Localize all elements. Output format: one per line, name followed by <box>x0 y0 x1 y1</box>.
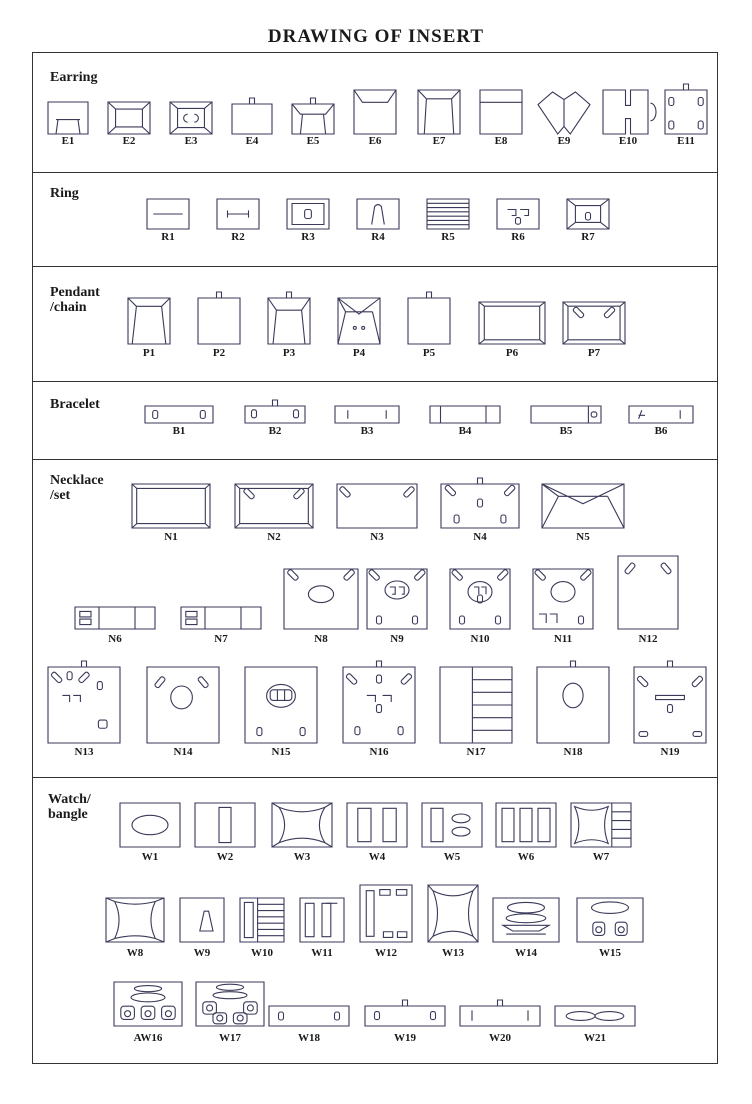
insert-label: P7 <box>587 347 601 359</box>
insert-drawing-r5 <box>427 199 469 229</box>
insert-shape-n5 <box>542 484 624 528</box>
insert-drawing-e2 <box>108 102 150 134</box>
insert-shape-b3 <box>335 406 399 423</box>
insert-shape-r5 <box>427 199 469 229</box>
insert-drawing-n12 <box>618 556 678 629</box>
insert-label: E5 <box>306 135 320 147</box>
insert-label: B5 <box>559 425 573 437</box>
insert-drawing-e8 <box>480 90 522 134</box>
insert-drawing-b6 <box>629 406 693 423</box>
insert-shape-n8 <box>284 569 358 629</box>
insert-drawing-w14 <box>493 898 559 942</box>
insert-shape-r3 <box>287 199 329 229</box>
insert-label: W2 <box>216 851 234 863</box>
insert-drawing-w3 <box>272 803 332 847</box>
insert-label: N2 <box>267 531 281 543</box>
insert-drawing-w13 <box>428 885 478 942</box>
insert-shape-w17 <box>196 982 264 1026</box>
insert-shape-p2 <box>198 292 240 344</box>
insert-label: N17 <box>466 746 486 758</box>
insert-label: N18 <box>563 746 583 758</box>
insert-label: R5 <box>441 231 455 243</box>
insert-shape-e11 <box>665 84 707 134</box>
insert-drawing-w12 <box>360 885 412 942</box>
category-bangle: bangle <box>48 807 88 822</box>
insert-drawing-b2 <box>245 400 305 423</box>
insert-shape-p7 <box>563 302 625 344</box>
insert-label: N9 <box>390 633 404 645</box>
insert-drawing-w17 <box>196 982 264 1026</box>
insert-drawing-n11 <box>533 569 593 629</box>
insert-label: E4 <box>245 135 259 147</box>
insert-label: P2 <box>212 347 226 359</box>
insert-shape-n6 <box>75 607 155 629</box>
insert-drawing-w10 <box>240 898 284 942</box>
insert-label: W12 <box>375 947 397 959</box>
insert-shape-n3 <box>337 484 417 528</box>
insert-drawing-b3 <box>335 406 399 423</box>
insert-label: N1 <box>164 531 178 543</box>
insert-label: W10 <box>251 947 273 959</box>
insert-label: P6 <box>505 347 519 359</box>
insert-label: B1 <box>172 425 186 437</box>
insert-drawing-n17 <box>440 667 512 743</box>
insert-shape-n10 <box>450 569 510 629</box>
insert-label: W4 <box>368 851 386 863</box>
insert-shape-b5 <box>531 406 601 423</box>
insert-drawing-r4 <box>357 199 399 229</box>
insert-shape-p3 <box>268 292 310 344</box>
category-bracelet: Bracelet <box>50 397 100 412</box>
insert-shape-e2 <box>108 102 150 134</box>
insert-shape-e5 <box>292 98 334 134</box>
insert-drawing-r2 <box>217 199 259 229</box>
insert-drawing-r6 <box>497 199 539 229</box>
category-watch: Watch/ <box>48 792 91 807</box>
insert-drawing-r3 <box>287 199 329 229</box>
category-necklace: Necklace <box>50 473 104 488</box>
insert-label: N12 <box>638 633 658 645</box>
insert-label: W11 <box>311 947 333 959</box>
insert-drawing-e5 <box>292 98 334 134</box>
insert-label: E7 <box>432 135 446 147</box>
divider <box>32 172 718 173</box>
insert-drawing-w9 <box>180 898 224 942</box>
insert-drawing-n4 <box>441 478 519 528</box>
insert-shape-w12 <box>360 885 412 942</box>
insert-drawing-e10 <box>603 90 653 134</box>
insert-label: E8 <box>494 135 508 147</box>
category-ring: Ring <box>50 186 79 201</box>
insert-label: W20 <box>489 1032 511 1044</box>
insert-shape-p5 <box>408 292 450 344</box>
insert-shape-n19 <box>634 661 706 743</box>
insert-label: B4 <box>458 425 472 437</box>
insert-label: N14 <box>173 746 193 758</box>
insert-drawing-p6 <box>479 302 545 344</box>
divider <box>32 459 718 460</box>
insert-drawing-b5 <box>531 406 601 423</box>
insert-label: R1 <box>161 231 175 243</box>
insert-label: E11 <box>677 135 695 147</box>
insert-shape-b1 <box>145 406 213 423</box>
insert-label: E2 <box>122 135 136 147</box>
insert-shape-w19 <box>365 1000 445 1026</box>
insert-shape-aw16 <box>114 982 182 1026</box>
insert-drawing-r1 <box>147 199 189 229</box>
insert-drawing-p4 <box>338 298 380 344</box>
insert-drawing-w21 <box>555 1006 635 1026</box>
insert-shape-w21 <box>555 1006 635 1026</box>
insert-shape-n2 <box>235 484 313 528</box>
insert-shape-w15 <box>577 898 643 942</box>
insert-label: P3 <box>282 347 296 359</box>
insert-drawing-w15 <box>577 898 643 942</box>
insert-shape-r2 <box>217 199 259 229</box>
insert-drawing-w6 <box>496 803 556 847</box>
insert-label: E10 <box>618 135 638 147</box>
divider <box>32 777 718 778</box>
insert-label: R2 <box>231 231 245 243</box>
insert-shape-r6 <box>497 199 539 229</box>
insert-label: N8 <box>314 633 328 645</box>
insert-shape-w20 <box>460 1000 540 1026</box>
insert-label: W8 <box>126 947 144 959</box>
insert-drawing-p3 <box>268 292 310 344</box>
insert-shape-e10 <box>603 90 653 134</box>
insert-drawing-n10 <box>450 569 510 629</box>
insert-shape-w7 <box>571 803 631 847</box>
insert-label: B3 <box>360 425 374 437</box>
insert-shape-n13 <box>48 661 120 743</box>
insert-label: W14 <box>515 947 537 959</box>
insert-label: N7 <box>214 633 228 645</box>
insert-label: N16 <box>369 746 389 758</box>
insert-label: R6 <box>511 231 525 243</box>
insert-label: W5 <box>443 851 461 863</box>
insert-shape-n7 <box>181 607 261 629</box>
page-title: DRAWING OF INSERT <box>267 26 485 47</box>
insert-label: E6 <box>368 135 382 147</box>
insert-drawing-p2 <box>198 292 240 344</box>
insert-shape-r7 <box>567 199 609 229</box>
insert-shape-n15 <box>245 667 317 743</box>
insert-label: E1 <box>61 135 75 147</box>
category-earring: Earring <box>50 70 98 85</box>
insert-shape-n18 <box>537 661 609 743</box>
insert-shape-w3 <box>272 803 332 847</box>
insert-label: N3 <box>370 531 384 543</box>
insert-shape-n4 <box>441 478 519 528</box>
insert-drawing-w11 <box>300 898 344 942</box>
insert-shape-e3 <box>170 102 212 134</box>
insert-label: W13 <box>442 947 464 959</box>
insert-label: N11 <box>553 633 573 645</box>
insert-label: N15 <box>271 746 291 758</box>
insert-drawing-w19 <box>365 1000 445 1026</box>
insert-shape-p6 <box>479 302 545 344</box>
insert-label: W6 <box>517 851 535 863</box>
insert-label: W21 <box>584 1032 606 1044</box>
insert-label: W18 <box>298 1032 320 1044</box>
insert-shape-e4 <box>232 98 272 134</box>
insert-shape-e6 <box>354 90 396 134</box>
insert-drawing-n14 <box>147 667 219 743</box>
insert-label: P1 <box>142 347 156 359</box>
insert-drawing-n13 <box>48 661 120 743</box>
insert-shape-n1 <box>132 484 210 528</box>
insert-shape-e9 <box>538 92 590 134</box>
insert-label: E3 <box>184 135 198 147</box>
insert-drawing-w7 <box>571 803 631 847</box>
insert-drawing-n9 <box>367 569 427 629</box>
insert-drawing-e9 <box>538 92 590 134</box>
insert-shape-p1 <box>128 298 170 344</box>
insert-drawing-e11 <box>665 84 707 134</box>
insert-drawing-aw16 <box>114 982 182 1026</box>
insert-drawing-e1 <box>48 102 88 134</box>
insert-label: AW16 <box>133 1032 163 1044</box>
category-pendant: Pendant <box>50 285 100 300</box>
insert-drawing-n19 <box>634 661 706 743</box>
insert-shape-n16 <box>343 661 415 743</box>
insert-shape-w8 <box>106 898 164 942</box>
insert-shape-w14 <box>493 898 559 942</box>
divider <box>32 266 718 267</box>
insert-drawing-n7 <box>181 607 261 629</box>
insert-shape-n14 <box>147 667 219 743</box>
insert-label: R7 <box>581 231 595 243</box>
insert-shape-w2 <box>195 803 255 847</box>
insert-shape-w11 <box>300 898 344 942</box>
insert-shape-e7 <box>418 90 460 134</box>
insert-drawing-w2 <box>195 803 255 847</box>
insert-label: R3 <box>301 231 315 243</box>
insert-label: N5 <box>576 531 590 543</box>
insert-drawing-n8 <box>284 569 358 629</box>
insert-label: B6 <box>654 425 668 437</box>
insert-label: N4 <box>473 531 487 543</box>
insert-shape-p4 <box>338 298 380 344</box>
insert-shape-n11 <box>533 569 593 629</box>
insert-shape-r1 <box>147 199 189 229</box>
insert-shape-w5 <box>422 803 482 847</box>
insert-shape-n12 <box>618 556 678 629</box>
insert-label: W19 <box>394 1032 416 1044</box>
insert-label: W3 <box>293 851 311 863</box>
insert-label: P5 <box>422 347 436 359</box>
insert-shape-n9 <box>367 569 427 629</box>
insert-drawing-p5 <box>408 292 450 344</box>
insert-drawing-w20 <box>460 1000 540 1026</box>
insert-drawing-w5 <box>422 803 482 847</box>
insert-label: N6 <box>108 633 122 645</box>
insert-label: W1 <box>141 851 159 863</box>
insert-shape-b2 <box>245 400 305 423</box>
insert-drawing-b4 <box>430 406 500 423</box>
insert-label: N10 <box>470 633 490 645</box>
divider <box>32 381 718 382</box>
insert-label: W17 <box>219 1032 241 1044</box>
insert-drawing-e3 <box>170 102 212 134</box>
insert-label: W15 <box>599 947 621 959</box>
insert-shape-w18 <box>269 1006 349 1026</box>
insert-label: N19 <box>660 746 680 758</box>
category-pendant-chain: /chain <box>50 300 87 315</box>
insert-shape-w4 <box>347 803 407 847</box>
insert-label: W7 <box>592 851 610 863</box>
insert-label: R4 <box>371 231 385 243</box>
insert-shape-w9 <box>180 898 224 942</box>
insert-drawing-r7 <box>567 199 609 229</box>
insert-shape-w10 <box>240 898 284 942</box>
category-necklace-set: /set <box>50 488 71 503</box>
insert-drawing-n5 <box>542 484 624 528</box>
insert-drawing-e6 <box>354 90 396 134</box>
insert-drawing-n2 <box>235 484 313 528</box>
insert-label: B2 <box>268 425 282 437</box>
insert-label: P4 <box>352 347 366 359</box>
insert-drawing-n6 <box>75 607 155 629</box>
insert-drawing-w18 <box>269 1006 349 1026</box>
insert-drawing-n16 <box>343 661 415 743</box>
insert-label: W9 <box>193 947 211 959</box>
insert-drawing-e4 <box>232 98 272 134</box>
insert-drawing-b1 <box>145 406 213 423</box>
insert-drawing-w1 <box>120 803 180 847</box>
insert-drawing-p7 <box>563 302 625 344</box>
insert-drawing-n15 <box>245 667 317 743</box>
insert-shape-b4 <box>430 406 500 423</box>
insert-label: N13 <box>74 746 94 758</box>
insert-drawing-w4 <box>347 803 407 847</box>
insert-drawing-n18 <box>537 661 609 743</box>
insert-shape-e1 <box>48 102 88 134</box>
insert-shape-w6 <box>496 803 556 847</box>
insert-shape-e8 <box>480 90 522 134</box>
insert-shape-w1 <box>120 803 180 847</box>
insert-label: E9 <box>557 135 571 147</box>
insert-drawing-p1 <box>128 298 170 344</box>
insert-drawing-n3 <box>337 484 417 528</box>
insert-shape-n17 <box>440 667 512 743</box>
insert-shape-r4 <box>357 199 399 229</box>
insert-drawing-w8 <box>106 898 164 942</box>
insert-shape-b6 <box>629 406 693 423</box>
insert-drawing-n1 <box>132 484 210 528</box>
insert-shape-w13 <box>428 885 478 942</box>
insert-drawing-e7 <box>418 90 460 134</box>
